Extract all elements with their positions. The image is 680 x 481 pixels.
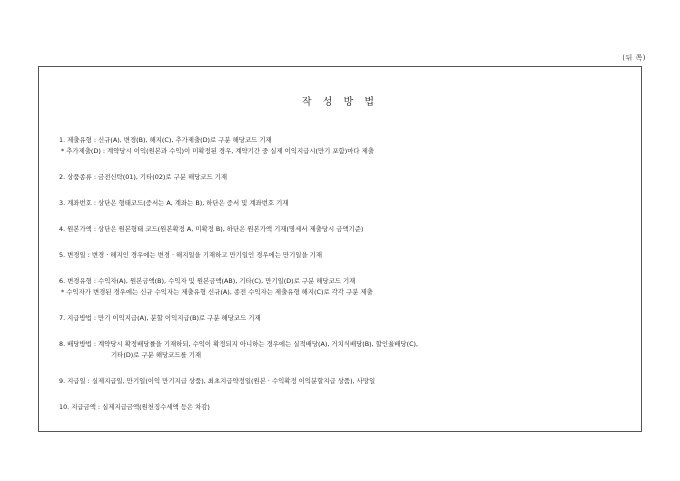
instruction-item-4	[59, 224, 625, 235]
instruction-text: 8. 배당방법 : 계약당시 확정배당률을 기재하되, 수익이 확정되지 아니하는 경우에는 실적배당(A), 거치식배당(B), 할인율배당(C),	[59, 340, 419, 348]
instruction-text: 6. 변경유형 : 수익자(A), 원본금액(B), 수익자 및 원본금액(AB), 기타(C), 만기일(D)로 구분 해당코드 기재	[59, 277, 356, 285]
document-title: 작 성 방 법	[301, 97, 379, 108]
instruction-text: 7. 지급방법 : 만기 이익지급(A), 분할 이익지급(B)로 구분 해당코드 기재	[59, 314, 261, 322]
instruction-item-5	[59, 250, 625, 261]
instruction-item-8	[59, 339, 625, 361]
instruction-item-9	[59, 376, 625, 387]
instructions-box	[38, 66, 642, 432]
instruction-note: * 추가제출(D) : 계약당시 이익(원본과 수익)이 미확정된 경우, 계약기간 중 실제 이익지급시(만기 포함)마다 제출	[61, 147, 374, 155]
instruction-text: 4. 원본가액 : 상단은 원본형태 코드(원본확정 A, 미확정 B), 하단은 원본가액 기재(명세서 제출당시 금액기준)	[59, 225, 364, 233]
instruction-text: 5. 변경일 : 변경 · 해지인 경우에는 변경 · 해지일을 기재하고 만기일인 경우에는 만기일을 기재	[59, 251, 322, 259]
instruction-text: 2. 상품종류 : 금전신탁(01), 기타(02)로 구분 해당코드 기재	[59, 173, 228, 181]
instruction-text: 9. 지급일 : 실제지급일, 만기일(이익 만기지급 상품), 최초지급약정일(원본 · 수익확정 이익분할지급 상품), 사망일	[59, 377, 376, 385]
instruction-item-2	[59, 172, 625, 183]
instructions-list	[59, 135, 625, 428]
page-side-label: (뒤 쪽)	[622, 54, 646, 62]
instruction-text: 1. 제출유형 : 신규(A), 변경(B), 해지(C), 추가제출(D)로 구분 해당코드 기재	[59, 136, 272, 144]
instruction-item-10	[59, 402, 625, 413]
instruction-item-7	[59, 313, 625, 324]
instruction-note: * 수익자가 변경된 경우에는 신규 수익자는 제출유형 신규(A), 종전 수익자는 제출유형 해지(C)로 각각 구분 제출	[61, 288, 373, 296]
instruction-text: 10. 지급금액 : 실제지급금액(원천징수세액 등은 차감)	[59, 403, 210, 411]
instruction-item-6	[59, 276, 625, 298]
instruction-item-1	[59, 135, 625, 157]
instruction-item-3	[59, 198, 625, 209]
instruction-continuation: 기타(D)로 구분 해당코드를 기재	[111, 351, 202, 359]
instruction-text: 3. 계좌번호 : 상단은 형태코드(증서는 A, 계좌는 B), 하단은 증서 및 계좌번호 기재	[59, 199, 289, 207]
